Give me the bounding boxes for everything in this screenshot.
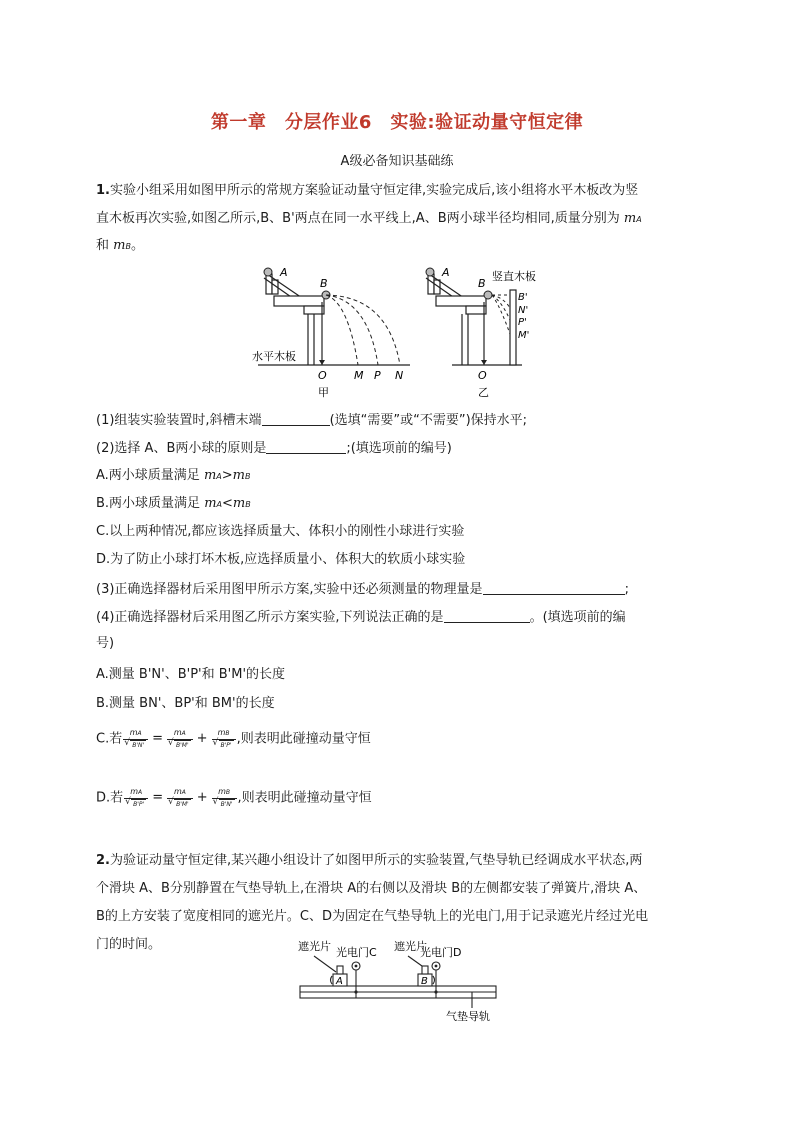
q1-option-C: C.以上两种情况,都应该选择质量大、体积小的刚性小球进行实验	[96, 524, 465, 539]
answer-blank-4[interactable]	[444, 608, 530, 623]
fraction: mA √ B'M'	[167, 787, 193, 810]
label-gate-C: 光电门C	[336, 946, 377, 959]
answer-blank-3[interactable]	[483, 580, 625, 595]
label-block-B: B	[421, 976, 428, 987]
q1-sub-option-C: C.若 mA √ B'N' = mA √ B'M' + mB √ B'P' ,则表明此碰撞动量守恒	[96, 724, 706, 755]
answer-blank-1[interactable]	[262, 411, 330, 426]
q1-part-2: (2)选择 A、B两小球的原则是 ;(填选项前的编号)	[96, 441, 452, 456]
q1-number: 1.	[96, 183, 110, 198]
q1-stem-line-2: 直木板再次实验,如图乙所示,B、B'两点在同一水平线上,A、B两小球半径均相同,质量分别为 mA	[96, 211, 642, 226]
label-vertical-board: 竖直木板	[492, 270, 536, 283]
label-M-prime: M'	[518, 330, 530, 341]
q1-sub-option-D: D.若 mA √ B'P' = mA √ B'M' + mB √ B'N' ,则表明此碰撞动量守恒	[96, 783, 706, 814]
label-P-prime: P'	[518, 317, 527, 328]
label-B-prime: B'	[518, 292, 528, 303]
label-A: A	[280, 266, 288, 279]
figure-air-track	[296, 936, 501, 1028]
q2-number: 2.	[96, 853, 110, 868]
caption-jia: 甲	[318, 386, 329, 399]
label-O: O	[478, 369, 487, 382]
label-N-prime: N'	[518, 305, 529, 316]
q2-line-1: 2.为验证动量守恒定律,某兴趣小组设计了如图甲所示的实验装置,气垫导轨已经调成水平状态,两	[96, 853, 643, 868]
q1-part-3: (3)正确选择器材后采用图甲所示方案,实验中还必须测量的物理量是 ;	[96, 582, 629, 597]
fraction: mA √ B'P'	[124, 787, 148, 810]
fraction: mB √ B'N'	[212, 787, 237, 810]
label-B: B	[478, 277, 486, 290]
q1-option-D: D.为了防止小球打坏木板,应选择质量小、体积大的软质小球实验	[96, 552, 466, 567]
label-horizontal-board: 水平木板	[252, 350, 296, 363]
label-P: P	[374, 369, 381, 382]
label-shade-1: 遮光片	[298, 940, 331, 953]
label-O: O	[318, 369, 327, 382]
q1-stem-line-1: 1.实验小组采用如图甲所示的常规方案验证动量守恒定律,实验完成后,该小组将水平木板改为竖	[96, 183, 639, 198]
q2-line-3: B的上方安装了宽度相同的遮光片。C、D为固定在气垫导轨上的光电门,用于记录遮光片经过光电	[96, 909, 649, 924]
q1-part-4: (4)正确选择器材后采用图乙所示方案实验,下列说法正确的是 。(填选项前的编	[96, 610, 626, 625]
fraction: mA √ B'N'	[123, 728, 148, 751]
figure-yi	[412, 262, 562, 402]
fraction: mA √ B'M'	[167, 728, 193, 751]
label-shade-2: 遮光片	[394, 940, 427, 953]
label-M: M	[354, 369, 364, 382]
q1-option-B: B.两小球质量满足 mA<mB	[96, 496, 251, 511]
q1-sub-option-B: B.测量 BN'、BP'和 BM'的长度	[96, 696, 275, 711]
label-B: B	[320, 277, 328, 290]
label-N: N	[395, 369, 404, 382]
label-block-A: A	[336, 976, 343, 987]
q1-part-1: (1)组装实验装置时,斜槽末端 (选填“需要”或“不需要”)保持水平;	[96, 413, 528, 428]
page-title: 第一章 分层作业6 实验:验证动量守恒定律	[210, 112, 584, 133]
label-A: A	[442, 266, 450, 279]
q2-line-4: 门的时间。	[96, 937, 162, 952]
label-air-track: 气垫导轨	[446, 1010, 490, 1023]
caption-yi: 乙	[478, 386, 489, 399]
label-gate-D: 光电门D	[420, 946, 462, 959]
q1-part-4-cont: 号)	[96, 636, 115, 651]
q1-stem-line-3: 和 mB。	[96, 238, 144, 253]
figure-jia	[250, 262, 415, 402]
level-heading: A级必备知识基础练	[340, 154, 454, 169]
q1-option-A: A.两小球质量满足 mA>mB	[96, 468, 251, 483]
q2-line-2: 个滑块 A、B分别静置在气垫导轨上,在滑块 A的右侧以及滑块 B的左侧都安装了弹簧片,滑块 A、	[96, 881, 647, 896]
answer-blank-2[interactable]	[266, 439, 346, 454]
q1-sub-option-A: A.测量 B'N'、B'P'和 B'M'的长度	[96, 667, 286, 682]
fraction: mB √ B'P'	[212, 728, 236, 751]
